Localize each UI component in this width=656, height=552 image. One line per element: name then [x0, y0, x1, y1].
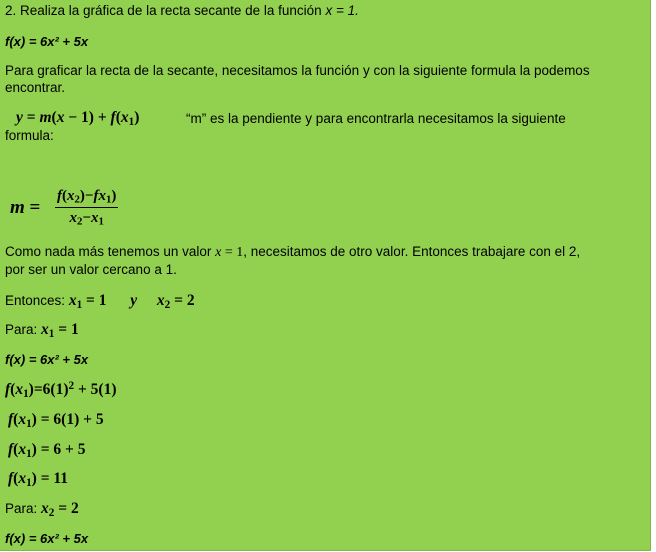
paragraph-2-text-b: , necesitamos de otro valor. Entonces trabajare con el 2, — [243, 244, 581, 259]
entonces-label: Entonces: — [5, 293, 66, 308]
paragraph-1-line-2: encontrar. — [5, 80, 66, 95]
paragraph-1-line-1: Para graficar la recta de la secante, necesitamos la función y con la siguiente formula la podemos — [5, 63, 590, 78]
evaluation-result: $f(x_1) = 11$ — [8, 470, 69, 489]
function-definition-3: f(x) = 6x² + 5x — [5, 531, 89, 546]
para-x1-line: Para: $x_1 = 1$ — [5, 321, 79, 340]
secant-line-formula: $y = m(x - 1) + f(x_1)$ — [16, 109, 140, 128]
evaluation-step-2: $f(x_1) = 6(1) + 5$ — [8, 411, 104, 430]
function-definition-1: f(x) = 6x² + 5x — [5, 34, 89, 49]
function-definition-2: f(x) = 6x² + 5x — [5, 352, 89, 367]
para-label-2: Para: — [5, 501, 38, 516]
values-line: Entonces: $x_1 = 1$ y $x_2 = 2$ — [5, 292, 195, 311]
para-x2-line: Para: $x_2 = 2$ — [5, 500, 79, 519]
evaluation-step-1: $f(x_1)=6(1)^2 + 5(1)$ — [5, 379, 117, 400]
paragraph-2-line-2: por ser un valor cercano a 1. — [5, 262, 177, 277]
exercise-heading — [5, 3, 359, 18]
evaluation-step-3: $f(x_1) = 6 + 5$ — [8, 441, 86, 460]
slope-explanation: “m” es la pendiente y para encontrarla necesitamos la siguiente — [186, 111, 566, 126]
slope-fraction: $\frac{f(x_2)-fx_1)}{x_2-x_1}$ — [57, 188, 117, 228]
para-label-1: Para: — [5, 322, 38, 337]
paragraph-2-line-1: Como nada más tenemos un valor x = 1, necesitamos de otro valor. Entonces trabajare con el 2, — [5, 244, 581, 260]
heading-text: 2. Realiza la gráfica de la recta secante de la función — [5, 3, 326, 18]
heading-variable: x = 1. — [325, 3, 359, 18]
slope-symbol: m = — [10, 197, 41, 218]
slope-explanation-line-2: formula: — [5, 128, 54, 143]
paragraph-2-text-a: Como nada más tenemos un valor — [5, 244, 216, 259]
